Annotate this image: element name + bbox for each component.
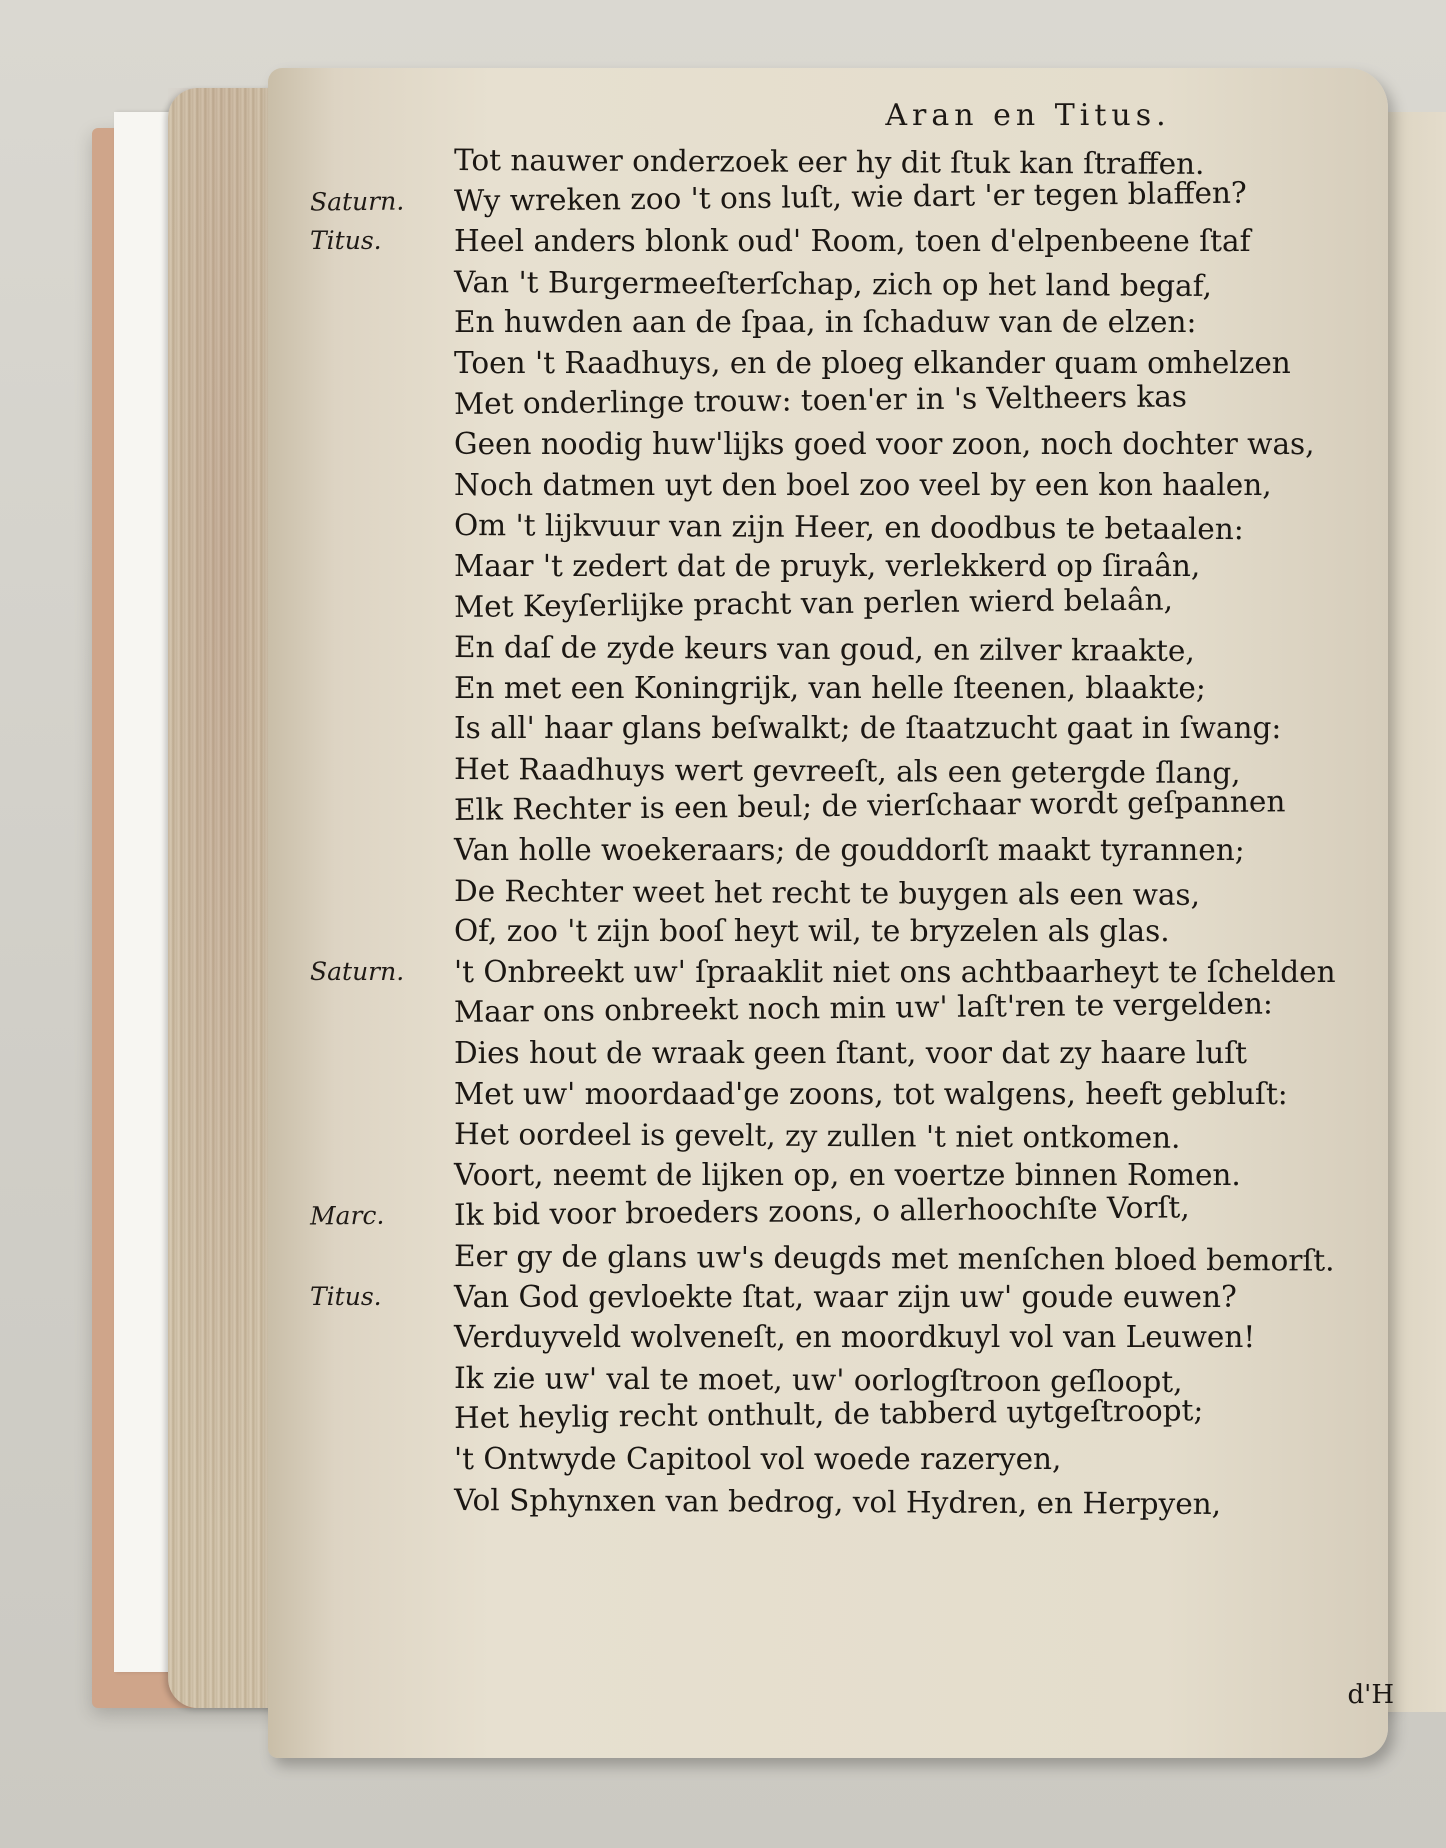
verse-line <box>310 221 1446 262</box>
verse-line-text: Het Raadhuys wert gevreeſt, als een getergde ſlang, <box>453 751 1241 791</box>
verse-line-text: De Rechter weet het recht te buygen als een was, <box>453 873 1201 912</box>
verse-text <box>309 140 1446 1521</box>
verse-line <box>454 1439 1446 1480</box>
verse-line <box>454 1317 1446 1358</box>
verse-line-text: Ik bid voor broeders zoons, o allerhoochſte Vorſt, <box>453 1190 1190 1233</box>
white-sheet <box>114 112 174 1672</box>
speaker-label: Marc. <box>309 1201 385 1231</box>
verse-line-text: Wy wreken zoo 't ons luſt, wie dart 'er tegen blaffen? <box>453 175 1247 218</box>
verse-line-text: Of, zoo 't zijn booſ heyt wil, te bryzelen als glas. <box>454 914 1170 949</box>
verse-line-text: Eer gy de glans uw's deugds met menſchen bloed bemorſt. <box>453 1239 1335 1278</box>
catchword: d'H <box>1347 1680 1394 1710</box>
verse-line-text: Van God gevloekte ſtat, waar zijn uw' goude euwen? <box>454 1279 1237 1314</box>
verse-line-text: Met onderlinge trouw: toen'er in 's Veltheers kas <box>453 378 1188 421</box>
verse-line <box>454 302 1446 343</box>
verse-line-text: Van 't Burgermeeſterſchap, zich op het land begaf, <box>453 264 1213 303</box>
verse-line-text: Geen noodig huw'lijks goed voor zoon, noch dochter was, <box>454 427 1315 462</box>
verse-line <box>454 830 1446 871</box>
verse-line <box>454 708 1446 749</box>
verse-line <box>310 1277 1446 1318</box>
verse-line <box>454 1480 1446 1527</box>
verse-line-text: Het oordeel is gevelt, zy zullen 't niet ontkomen. <box>453 1117 1181 1156</box>
speaker-label: Titus. <box>310 226 382 256</box>
verse-line <box>454 424 1446 465</box>
verse-line-text: En huwden aan de ſpaa, in ſchaduw van de elzen: <box>454 305 1197 340</box>
verse-line <box>454 1033 1446 1074</box>
book-page <box>268 68 1394 1758</box>
running-head: Aran en Titus. <box>885 98 1171 133</box>
verse-line-text: Om 't lijkvuur van zijn Heer, en doodbus te betaalen: <box>453 508 1244 547</box>
verse-line-text: 't Onbreekt uw' ſpraaklit niet ons achtbaarheyt te ſchelden <box>454 954 1336 989</box>
verse-line-text: Van holle woekeraars; de gouddorſt maakt tyrannen; <box>454 833 1245 868</box>
speaker-label: Saturn. <box>309 186 405 217</box>
verse-line-text: Vol Sphynxen van bedrog, vol Hydren, en Herpyen, <box>453 1482 1222 1521</box>
verse-line-text: Heel anders blonk oud' Room, toen d'elpenbeene ſtaf <box>454 224 1251 259</box>
verse-line <box>454 668 1446 709</box>
verse-line-text: Maar 't zedert dat de pruyk, verlekkerd op ſiraân, <box>454 548 1201 583</box>
verse-line-text: En daſ de zyde keurs van goud, en zilver kraakte, <box>453 630 1195 669</box>
verse-line-text: Toen 't Raadhuys, en de ploeg elkander quam omhelzen <box>454 345 1291 380</box>
verse-line-text: Het heylig recht onthult, de tabberd uytgeſtroopt; <box>453 1393 1204 1436</box>
verse-line-text: Elk Rechter is een beul; de vierſchaar wordt geſpannen <box>453 783 1286 827</box>
verse-line <box>454 465 1446 506</box>
verse-line <box>454 911 1446 952</box>
verse-line-text: Noch datmen uyt den boel zoo veel by een kon haalen, <box>454 467 1272 502</box>
verse-line-text: 't Ontwyde Capitool vol woede razeryen, <box>454 1442 1062 1476</box>
verse-line <box>454 1074 1446 1115</box>
verse-line-text: Tot nauwer onderzoek eer hy dit ſtuk kan ſtraffen. <box>453 143 1205 181</box>
verse-line-text: En met een Koningrijk, van helle ſteenen, blaakte; <box>454 670 1206 705</box>
verse-line-text: Dies hout de wraak geen ſtant, voor dat zy haare luſt <box>454 1036 1247 1071</box>
speaker-label: Titus. <box>310 1281 382 1311</box>
verse-line-text: Maar ons onbreekt noch min uw' laſt'ren te vergelden: <box>453 986 1274 1030</box>
verse-line-text: Met uw' moordaad'ge zoons, tot walgens, heeft gebluſt: <box>454 1076 1288 1111</box>
speaker-label: Saturn. <box>310 956 405 986</box>
verse-line-text: Ik zie uw' val te moet, uw' oorlogſtroon geſloopt, <box>453 1360 1183 1399</box>
verse-line-text: Met Keyſerlijke pracht van perlen wierd belaân, <box>453 582 1174 624</box>
verse-line-text: Is all' haar glans beſwalkt; de ſtaatzucht gaat in ſwang: <box>454 711 1282 746</box>
verse-line-text: Verduyveld wolveneſt, en moordkuyl vol van Leuwen! <box>454 1320 1256 1355</box>
verse-line-text: Voort, neemt de lijken op, en voertze binnen Romen. <box>454 1157 1241 1192</box>
